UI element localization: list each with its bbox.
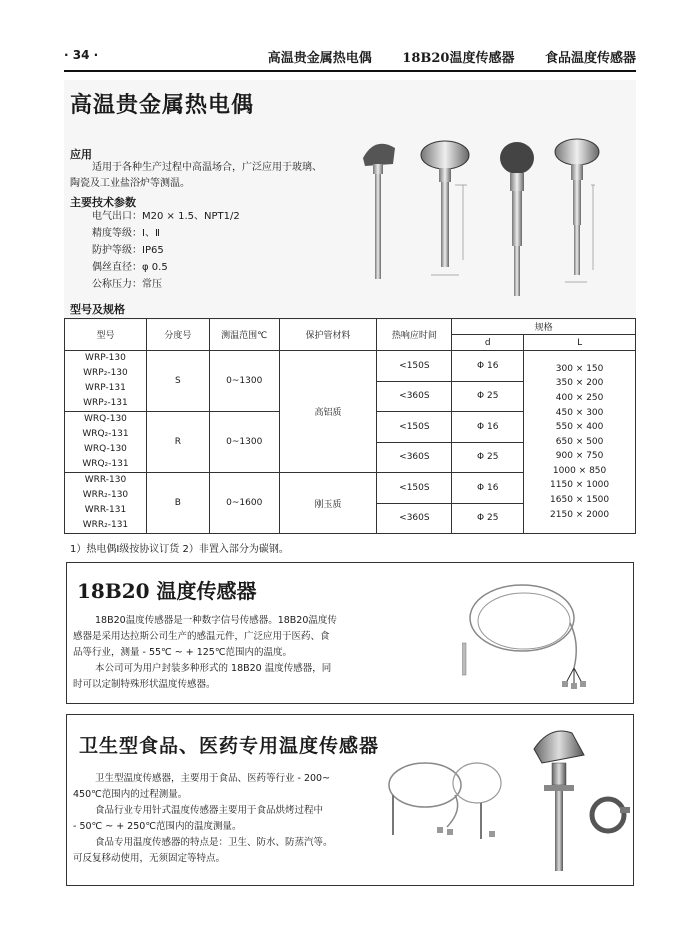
section-18b20-line: 时可以定制特殊形状温度传感器。 xyxy=(73,679,216,690)
model-name: WRP₂-130 xyxy=(83,368,128,378)
model-name: WRR-131 xyxy=(84,505,127,515)
table-footnote: 1）热电偶Ⅰ级按协议订货 2）非置入部分为碳钢。 xyxy=(70,544,289,555)
param-value: IP65 xyxy=(142,245,164,256)
section-18b20-line: 品等行业，测量 - 55℃ ~ + 125℃范围内的温度。 xyxy=(73,647,293,658)
range-cell: 0~1300 xyxy=(209,351,279,412)
model-cell xyxy=(65,473,147,534)
response-value: <150S xyxy=(377,413,451,443)
length-value: 650 × 500 xyxy=(555,436,604,447)
length-value: 900 × 750 xyxy=(555,451,604,462)
index-cell: S xyxy=(146,351,209,412)
length-value: 1650 × 1500 xyxy=(550,495,610,506)
length-value: 1150 × 1000 xyxy=(550,480,610,491)
d-cell xyxy=(452,473,524,534)
index-cell: R xyxy=(146,412,209,473)
d-cell xyxy=(452,412,524,473)
model-cell xyxy=(65,412,147,473)
section-sanitary xyxy=(66,714,634,886)
thermocouple-illustration xyxy=(355,130,635,305)
d-value: Φ 25 xyxy=(477,391,499,401)
length-value: 350 × 200 xyxy=(555,378,604,389)
18b20-sensor-cable-icon xyxy=(462,573,602,698)
model-name: WRP-131 xyxy=(85,383,126,393)
col-header-L: L xyxy=(524,335,636,351)
thermocouple-4-icon xyxy=(555,139,599,282)
response-value: <360S xyxy=(399,391,430,401)
response-cell xyxy=(377,473,452,534)
response-value: <360S xyxy=(399,452,430,462)
param-row xyxy=(92,276,240,293)
application-text-1: 适用于各种生产过程中高温场合，广泛应用于玻璃、 xyxy=(92,162,322,173)
section-18b20 xyxy=(66,562,634,704)
section-sanitary-line: 食品专用温度传感器的特点是：卫生、防水、防蒸汽等。 xyxy=(95,837,333,848)
model-name: WRP₂-131 xyxy=(83,398,128,408)
d-value: Φ 16 xyxy=(452,413,523,443)
section-title: 高温贵金属热电偶 xyxy=(70,93,255,118)
d-value: Φ 16 xyxy=(452,352,523,382)
response-cell xyxy=(377,351,452,412)
col-header-index: 分度号 xyxy=(146,319,209,351)
param-key: 电气出口： xyxy=(92,211,142,222)
length-list xyxy=(524,351,636,534)
sanitary-sensor-icon xyxy=(522,719,632,879)
model-cell xyxy=(65,351,147,412)
response-value: <150S xyxy=(377,352,451,382)
material-cell: 刚玉质 xyxy=(279,473,377,534)
section-18b20-line: 18B20温度传感器是一种数字信号传感器。18B20温度传 xyxy=(95,615,337,626)
page-header xyxy=(64,44,636,68)
param-value: Ⅰ、Ⅱ xyxy=(142,228,160,239)
d-value: Φ 25 xyxy=(477,452,499,462)
d-value: Φ 16 xyxy=(452,474,523,504)
section-sanitary-line: 食品行业专用针式温度传感器主要用于食品烘烤过程中 xyxy=(95,805,324,816)
model-name: WRQ₂-131 xyxy=(82,459,129,469)
section-18b20-line: 本公司可为用户封装多种形式的 18B20 温度传感器，同 xyxy=(95,663,332,674)
thermocouple-2-icon xyxy=(421,141,469,275)
spec-heading: 型号及规格 xyxy=(70,303,125,316)
length-value: 1000 × 850 xyxy=(552,465,607,476)
range-cell: 0~1600 xyxy=(209,473,279,534)
range-cell: 0~1300 xyxy=(209,412,279,473)
spec-table xyxy=(64,318,636,534)
param-key: 防护等级： xyxy=(92,245,142,256)
section-sanitary-line: 450℃范围内的过程测量。 xyxy=(73,789,188,800)
section-sanitary-line: 可反复移动使用，无须固定等特点。 xyxy=(73,853,226,864)
header-title-1: 高温贵金属热电偶 xyxy=(267,51,372,66)
params-heading: 主要技术参数 xyxy=(70,196,136,209)
section-18b20-line: 感器是采用达拉斯公司生产的感温元件，广泛应用于医药、食 xyxy=(73,631,330,642)
model-name: WRQ-130 xyxy=(83,414,127,424)
param-row xyxy=(92,259,240,276)
param-value: φ 0.5 xyxy=(142,262,168,273)
length-value: 450 × 300 xyxy=(555,407,604,418)
application-text-2: 陶瓷及工业盐浴炉等测温。 xyxy=(70,178,190,189)
thermocouple-1-icon xyxy=(363,144,395,279)
param-value: M20 × 1.5、NPT1/2 xyxy=(142,211,240,222)
param-row xyxy=(92,225,240,242)
header-title-3: 食品温度传感器 xyxy=(544,51,636,66)
length-value: 300 × 150 xyxy=(555,363,604,374)
response-value: <150S xyxy=(377,474,451,504)
param-key: 精度等级： xyxy=(92,228,142,239)
col-header-d: d xyxy=(452,335,524,351)
length-value: 2150 × 2000 xyxy=(550,509,610,520)
section-sanitary-line: - 50℃ ~ + 250℃范围内的温度测量。 xyxy=(73,821,242,832)
model-name: WRR₂-130 xyxy=(82,490,129,500)
header-rule xyxy=(64,70,636,72)
col-header-spec: 规格 xyxy=(452,319,636,335)
param-row xyxy=(92,242,240,259)
section-sanitary-line: 卫生型温度传感器，主要用于食品、医药等行业 - 200~ xyxy=(95,773,331,784)
index-cell: B xyxy=(146,473,209,534)
col-header-material: 保护管材料 xyxy=(279,319,377,351)
header-titles xyxy=(242,47,636,66)
section-sanitary-title: 卫生型食品、医药专用温度传感器 xyxy=(79,735,380,757)
model-name: WRQ₂-131 xyxy=(82,429,129,439)
d-value: Φ 25 xyxy=(477,513,499,523)
application-heading: 应用 xyxy=(70,148,92,161)
col-header-model: 型号 xyxy=(65,319,147,351)
page-number: · 34 · xyxy=(64,48,99,62)
thermocouple-3-icon xyxy=(500,142,534,296)
needle-sensor-cable-icon xyxy=(385,755,505,845)
response-value: <360S xyxy=(399,513,430,523)
col-header-range: 测温范围℃ xyxy=(209,319,279,351)
model-name: WRR-130 xyxy=(84,475,127,485)
length-value: 550 × 400 xyxy=(555,422,604,433)
model-name: WRR₂-131 xyxy=(82,520,129,530)
model-name: WRP-130 xyxy=(85,353,126,363)
header-title-2: 18B20温度传感器 xyxy=(402,51,515,66)
section-18b20-title: 18B20 温度传感器 xyxy=(77,579,257,603)
params-list xyxy=(92,208,240,293)
length-value: 400 × 250 xyxy=(555,392,604,403)
response-cell xyxy=(377,412,452,473)
param-key: 偶丝直径： xyxy=(92,262,142,273)
material-cell: 高铝质 xyxy=(279,351,377,473)
param-row xyxy=(92,208,240,225)
model-name: WRQ-130 xyxy=(83,444,127,454)
param-key: 公称压力： xyxy=(92,279,142,290)
d-cell xyxy=(452,351,524,412)
col-header-response: 热响应时间 xyxy=(377,319,452,351)
param-value: 常压 xyxy=(142,279,162,290)
